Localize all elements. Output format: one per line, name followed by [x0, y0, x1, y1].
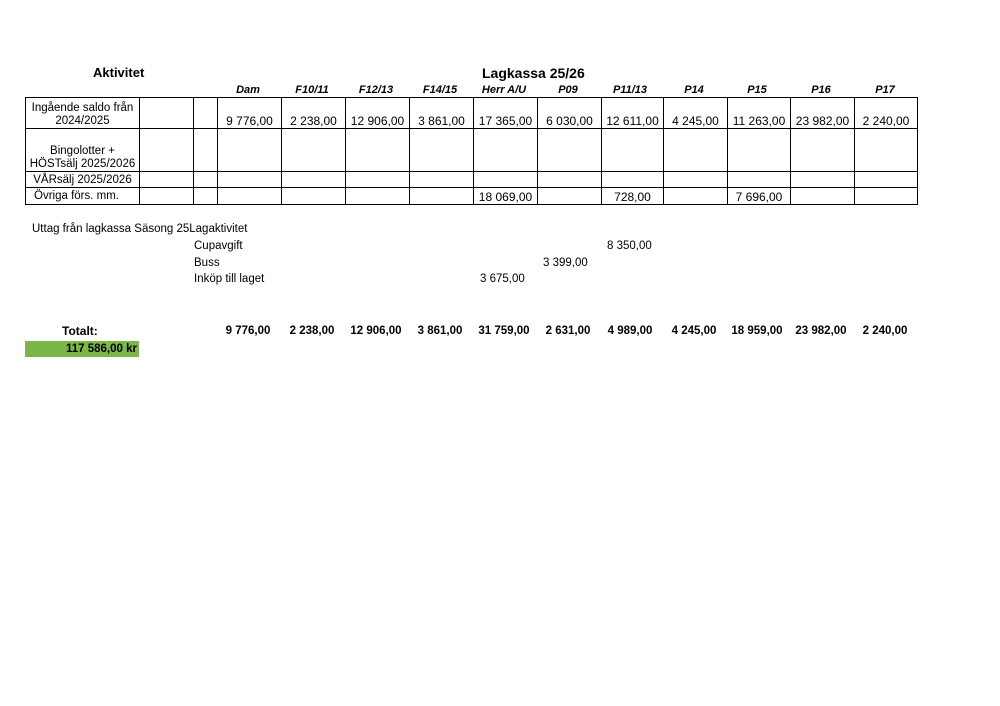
cell-herr-au: 17 365,00	[474, 98, 538, 129]
col-header-p09: P09	[558, 84, 578, 96]
cell-f10-11	[282, 172, 346, 188]
cell-p16	[791, 129, 855, 172]
cell-p15: 11 263,00	[728, 98, 791, 129]
total-dam: 9 776,00	[225, 325, 271, 337]
uttag-heading: Uttag från lagkassa Säsong 25Lagaktivitet	[32, 223, 248, 235]
cell-f12-13	[346, 188, 410, 205]
total-f12-13: 12 906,00	[350, 325, 402, 337]
col-header-herr-au: Herr A/U	[481, 84, 527, 96]
cell-herr-au	[474, 129, 538, 172]
cell-f10-11	[282, 188, 346, 205]
cell-f12-13	[346, 172, 410, 188]
cell-p09: 6 030,00	[538, 98, 602, 129]
cell-p14	[664, 172, 728, 188]
table-row-var	[26, 172, 918, 188]
empty-cell	[140, 129, 194, 172]
col-header-p17: P17	[875, 84, 895, 96]
empty-cell	[140, 172, 194, 188]
total-p15: 18 959,00	[731, 325, 783, 337]
empty-cell	[194, 129, 218, 172]
cell-dam	[218, 172, 282, 188]
cell-f12-13	[346, 129, 410, 172]
col-header-f10-11: F10/11	[295, 84, 329, 96]
cell-p15	[728, 172, 791, 188]
row-label-ovriga: Övriga förs. mm.	[26, 188, 140, 205]
cell-herr-au: 18 069,00	[474, 188, 538, 205]
cell-p09	[538, 172, 602, 188]
cell-dam	[218, 129, 282, 172]
table-row-ovriga	[26, 188, 918, 205]
uttag-item-label: Inköp till laget	[194, 273, 265, 285]
cell-f12-13: 12 906,00	[346, 98, 410, 129]
total-p09: 2 631,00	[545, 325, 591, 337]
sheet-title: Lagkassa 25/26	[482, 65, 585, 81]
col-header-f14-15: F14/15	[422, 84, 458, 96]
col-header-f12-13: F12/13	[358, 84, 394, 96]
total-p17: 2 240,00	[862, 325, 908, 337]
total-f14-15: 3 861,00	[417, 325, 463, 337]
empty-cell	[194, 188, 218, 205]
uttag-item-label: Cupavgift	[194, 240, 243, 252]
grand-total: 117 586,00 kr	[25, 341, 139, 357]
uttag-item-amount: 3 399,00	[543, 257, 588, 269]
cell-dam: 9 776,00	[218, 98, 282, 129]
col-header-p11-13: P11/13	[612, 84, 648, 96]
cell-p17	[855, 188, 918, 205]
empty-cell	[194, 98, 218, 129]
cell-p16: 23 982,00	[791, 98, 855, 129]
col-header-p16: P16	[811, 84, 831, 96]
cell-p15: 7 696,00	[728, 188, 791, 205]
cell-p11-13	[602, 129, 664, 172]
total-p11-13: 4 989,00	[607, 325, 653, 337]
cell-p11-13: 728,00	[602, 188, 664, 205]
cell-p16	[791, 188, 855, 205]
cell-f10-11: 2 238,00	[282, 98, 346, 129]
table-row-bingo	[26, 129, 918, 172]
empty-cell	[140, 188, 194, 205]
cell-f14-15	[410, 172, 474, 188]
total-p14: 4 245,00	[671, 325, 717, 337]
cell-p16	[791, 172, 855, 188]
col-header-p14: P14	[684, 84, 704, 96]
balance-table	[25, 97, 918, 205]
cell-p14	[664, 188, 728, 205]
totals-label: Totalt:	[62, 324, 98, 338]
total-f10-11: 2 238,00	[289, 325, 335, 337]
uttag-item-amount: 3 675,00	[480, 273, 525, 285]
row-label-bingo: Bingolotter + HÖSTsälj 2025/2026	[26, 129, 140, 172]
uttag-item-amount: 8 350,00	[607, 240, 652, 252]
empty-cell	[140, 98, 194, 129]
aktivitet-heading: Aktivitet	[93, 65, 145, 80]
cell-herr-au	[474, 172, 538, 188]
cell-p11-13	[602, 172, 664, 188]
cell-p15	[728, 129, 791, 172]
cell-p17	[855, 172, 918, 188]
row-label-var: VÅRsälj 2025/2026	[26, 172, 140, 188]
cell-p17: 2 240,00	[855, 98, 918, 129]
cell-p17	[855, 129, 918, 172]
total-herr-au: 31 759,00	[478, 325, 530, 337]
row-label-ingaende: Ingående saldo från 2024/2025	[26, 98, 140, 129]
cell-f14-15	[410, 129, 474, 172]
cell-p14: 4 245,00	[664, 98, 728, 129]
cell-f14-15	[410, 188, 474, 205]
empty-cell	[194, 172, 218, 188]
col-header-dam: Dam	[236, 84, 260, 96]
cell-f14-15: 3 861,00	[410, 98, 474, 129]
uttag-item-label: Buss	[194, 257, 220, 269]
total-p16: 23 982,00	[795, 325, 847, 337]
cell-p11-13: 12 611,00	[602, 98, 664, 129]
cell-p09	[538, 188, 602, 205]
cell-dam	[218, 188, 282, 205]
cell-p14	[664, 129, 728, 172]
cell-p09	[538, 129, 602, 172]
cell-f10-11	[282, 129, 346, 172]
table-row-ingaende	[26, 98, 918, 129]
col-header-p15: P15	[747, 84, 767, 96]
